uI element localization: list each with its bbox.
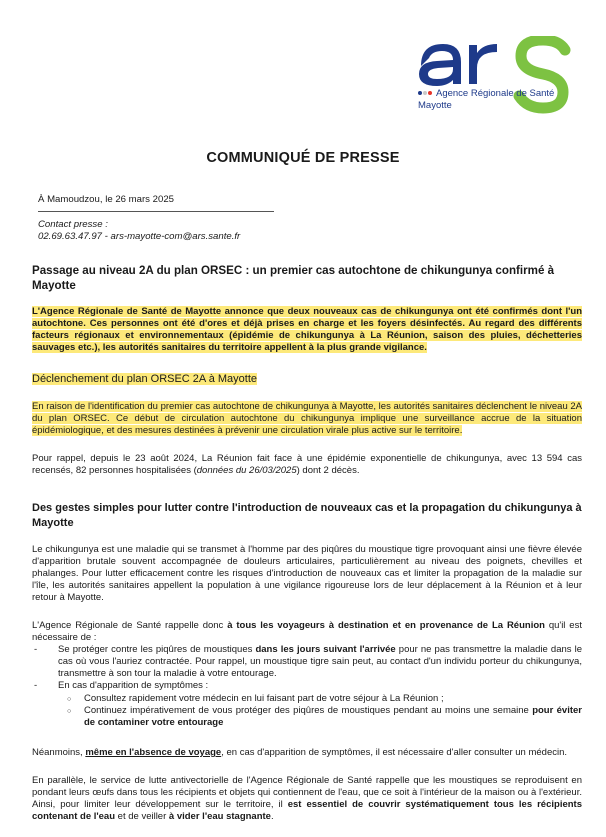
intro-paragraph xyxy=(32,306,582,354)
advice-item1-end: pour ne pas transmettre la maladie dans le cas où vous l'auriez contractée. Pour rappel, un moustique tigre sain peut, au contact d'un individu porteur du chikungunya, transmettre à son tour la maladie à votre entourage. xyxy=(58,644,582,680)
section1-paragraph xyxy=(32,401,582,437)
parallel-text: En parallèle, le service de lutte antivectorielle de l'Agence Régionale de Santé rappelle que les moustiques se reproduisent en pondant leurs œufs dans tous les récipients et objets qui contiennent de l'eau, que ce soit à l'intérieur de la maison ou à l'extérieur. Ainsi, pour limiter leur développement sur le territoire, il xyxy=(32,775,582,811)
location-date: À Mamoudzou, le 26 mars 2025 xyxy=(38,194,174,205)
advice-list xyxy=(32,644,582,729)
parallel-middle: et de veiller xyxy=(115,811,169,823)
nevertheless-paragraph xyxy=(32,747,582,759)
list-item xyxy=(32,680,582,728)
list-item xyxy=(32,644,582,680)
reminder-date: données du 26/03/2025 xyxy=(196,465,297,477)
logo-subtitle-line1: Agence Régionale de Santé xyxy=(436,88,555,99)
section1-text: En raison de l'identification du premier cas autochtone de chikungunya à Mayotte, les autorités sanitaires déclenchent le niveau 2A du plan ORSEC. Ce début de circulation autochtone du chikungunya implique une surveillance accrue de la situation épidémiologique, et des mesures destinées à prévenir une circulation virale plus active sur le territoire. xyxy=(32,401,582,437)
parallel-bold1: est essentiel de couvrir systématiquement tous les récipients contenant de l'eau xyxy=(32,799,582,823)
section2-title: Des gestes simples pour lutter contre l'introduction de nouveaux cas et la propagation du chikungunya à Mayotte xyxy=(32,502,582,529)
advice-intro xyxy=(32,620,582,644)
list-item xyxy=(58,705,582,729)
advice-sub2-text: Continuez impérativement de vous protéger des piqûres de moustiques pendant au moins une semaine xyxy=(84,704,533,716)
advice-intro-text: L'Agence Régionale de Santé rappelle donc xyxy=(32,620,228,631)
advice-item1-bold: dans les jours suivant l'arrivée xyxy=(255,644,396,656)
nevertheless-underlined: même en l'absence de voyage xyxy=(85,747,222,758)
advice-block xyxy=(32,620,582,729)
section1-title xyxy=(32,371,582,387)
document-title: COMMUNIQUÉ DE PRESSE xyxy=(206,150,400,166)
nevertheless-text: Néanmoins, xyxy=(32,747,86,758)
advice-item1-text: Se protéger contre les piqûres de moustiques xyxy=(58,644,256,656)
divider xyxy=(38,211,274,212)
advice-sub2-bold: pour éviter de contaminer votre entourage xyxy=(84,704,582,728)
list-item: ○ Consultez rapidement votre médecin en lui faisant part de votre séjour à La Réunion ; xyxy=(58,693,582,705)
parallel-bold2: à vider l'eau stagnante xyxy=(168,811,271,823)
press-contact xyxy=(38,219,240,243)
logo-subtitle xyxy=(418,88,588,112)
logo-letter-r xyxy=(469,44,497,84)
section2-paragraph: Le chikungunya est une maladie qui se transmet à l'homme par des piqûres du moustique tigre provoquant ainsi une fièvre élevée d'apparition brutale souvent accompagnée de douleurs articulaires, particulièrement au niveau des poignets, chevilles et phalanges. Pour lutter efficacement contre les risques d'introduction de nouveaux cas et limiter la propagation de la maladie sur l'île, les autorités sanitaires appellent la population à une vigilance rigoureuse lors de leur déplacement à la Réunion et à leur retour à Mayotte. xyxy=(32,544,582,604)
contact-label: Contact presse : xyxy=(38,219,108,230)
reminder-paragraph xyxy=(32,453,582,477)
parallel-end: . xyxy=(270,811,274,823)
ars-logo xyxy=(415,36,585,132)
contact-line: 02.69.63.47.97 - ars-mayotte-com@ars.sante.fr xyxy=(38,231,241,242)
symptoms-list xyxy=(58,693,582,729)
nevertheless-end: , en cas d'apparition de symptômes, il est nécessaire d'aller consulter un médecin. xyxy=(221,747,568,758)
reminder-text: Pour rappel, depuis le 23 août 2024, La Réunion fait face à une épidémie exponentielle de chikungunya, avec 13 594 cas recensés, 82 personnes hospitalisées ( xyxy=(32,453,582,477)
advice-item2-text: En cas d'apparition de symptômes : xyxy=(58,680,209,692)
section1-title-text: Déclenchement du plan ORSEC 2A à Mayotte xyxy=(32,373,258,385)
intro-text: L'Agence Régionale de Santé de Mayotte annonce que deux nouveaux cas de chikungunya ont été confirmés dont l'un autochtone. Ces personnes ont été d'ores et déjà prises en charge et les foyers désinfectés. Au regard des différents facteurs régionaux et environnementaux (épidémie de chikungunya à La Réunion, saison des pluies, déchetteries sauvages etc.), les autorités sanitaires du territoire appellent à la plus grande vigilance. xyxy=(32,306,582,354)
logo-dots-icon xyxy=(418,88,433,100)
logo-subtitle-line2: Mayotte xyxy=(418,100,452,111)
parallel-paragraph xyxy=(32,775,582,823)
headline: Passage au niveau 2A du plan ORSEC : un premier cas autochtone de chikungunya confirmé à Mayotte xyxy=(32,264,555,292)
reminder-end: ) dont 2 décès. xyxy=(296,465,360,477)
advice-intro-end: qu'il est nécessaire de : xyxy=(32,620,582,644)
advice-intro-bold: à tous les voyageurs à destination et en provenance de La Réunion xyxy=(227,620,545,631)
logo-letter-a xyxy=(419,44,461,86)
